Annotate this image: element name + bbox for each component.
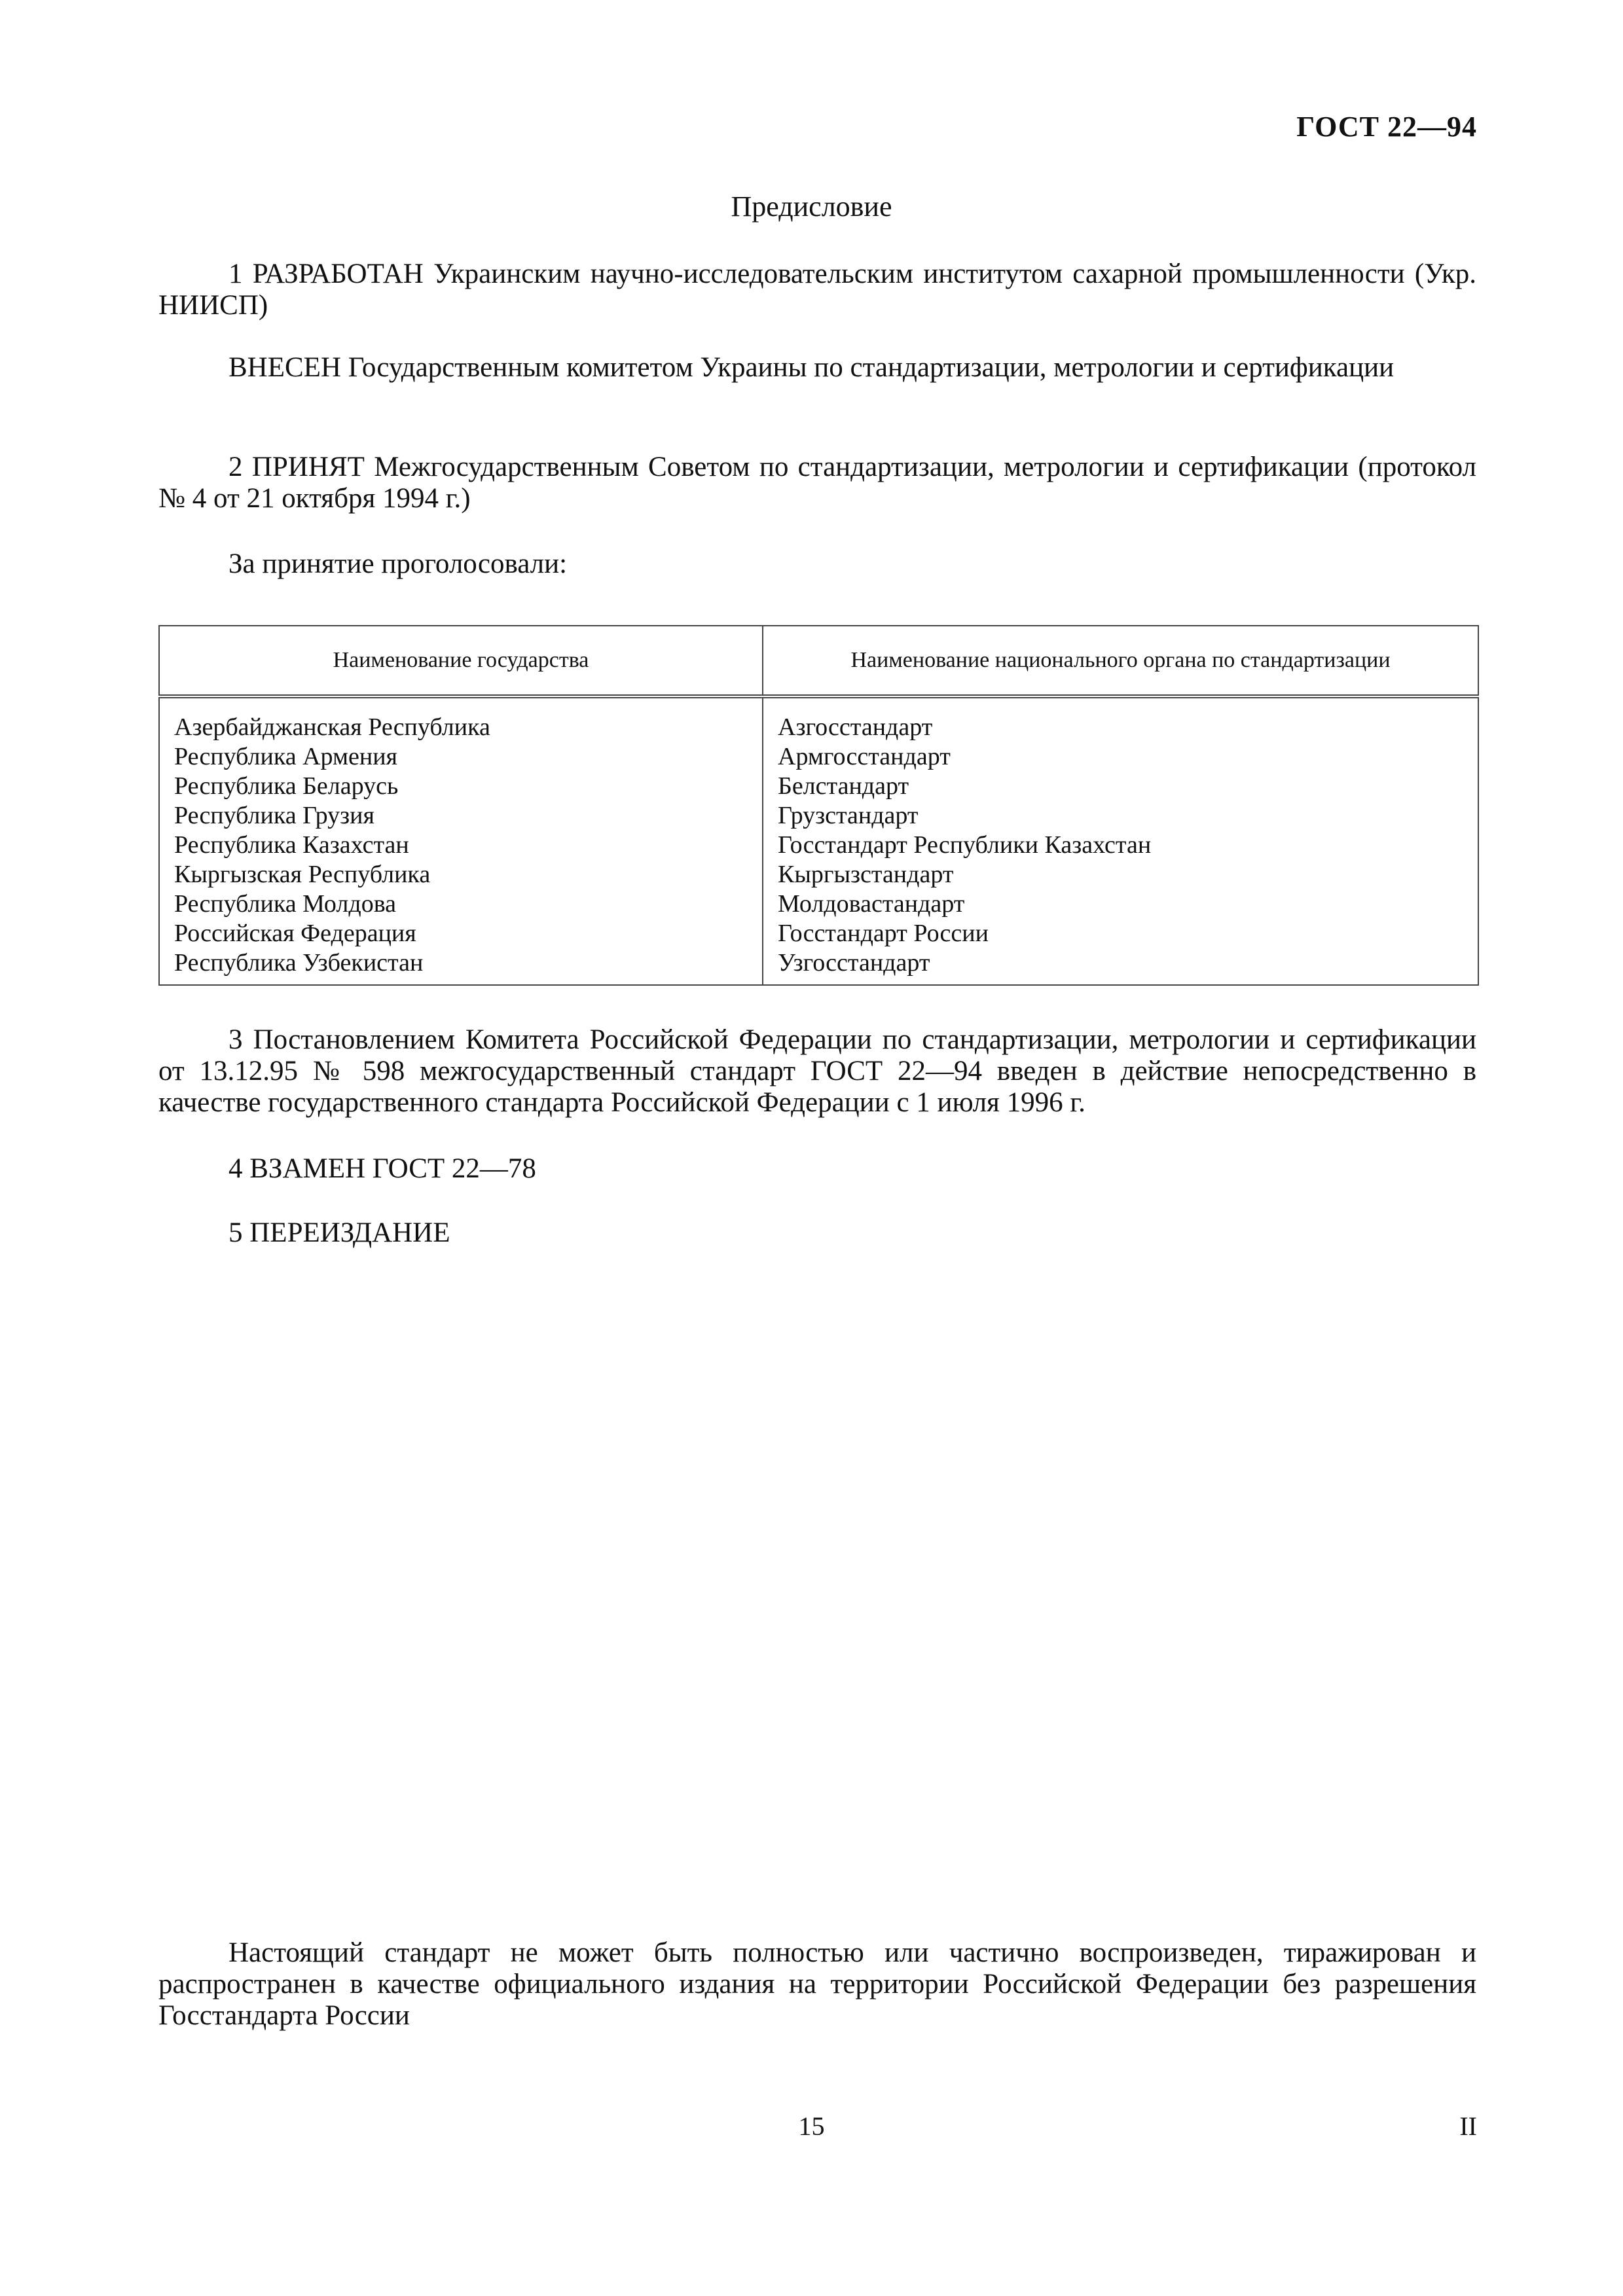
paragraph-voted: За принятие проголосовали: — [228, 548, 568, 579]
paragraph-developed: 1 РАЗРАБОТАН Украинским научно-исследовательским институтом сахарной промышленности (Укр. НИИСП) — [158, 259, 1476, 321]
table-cell-body: Узгосстандарт — [763, 948, 1478, 985]
table-row — [159, 948, 1478, 985]
table-cell-body: Армгосстандарт — [763, 742, 1478, 772]
table-row — [159, 742, 1478, 772]
roman-page-marker: II — [1459, 2111, 1477, 2141]
table-row — [159, 696, 1478, 742]
table-cell-state: Азербайджанская Республика — [159, 696, 763, 742]
table-header-body: Наименование национального органа по стандартизации — [763, 626, 1478, 696]
table-header-row — [159, 626, 1478, 696]
states-table — [158, 625, 1479, 986]
table-cell-body: Молдовастандарт — [763, 889, 1478, 919]
table-row — [159, 831, 1478, 860]
preface-title: Предисловие — [731, 190, 892, 223]
table-cell-body: Госстандарт Республики Казахстан — [763, 831, 1478, 860]
paragraph-introduced: ВНЕСЕН Государственным комитетом Украины по стандартизации, метрологии и сертификации — [228, 352, 1395, 383]
document-code-header: ГОСТ 22—94 — [1296, 111, 1477, 143]
table-row — [159, 772, 1478, 801]
table-cell-state: Республика Казахстан — [159, 831, 763, 860]
table-cell-state: Республика Армения — [159, 742, 763, 772]
paragraph-reissue: 5 ПЕРЕИЗДАНИЕ — [228, 1217, 450, 1248]
paragraph-resolution: 3 Постановлением Комитета Российской Федерации по стандартизации, метрологии и сертификации от 13.12.95 № 598 межгосударственный стандарт ГОСТ 22—94 введен в действие непосредственно в качестве государственного стандарта Российской Федерации с 1 июля 1996 г. — [158, 1024, 1476, 1118]
table-row — [159, 919, 1478, 948]
table-cell-state: Республика Молдова — [159, 889, 763, 919]
table-cell-body: Кыргызстандарт — [763, 860, 1478, 889]
paragraph-adopted: 2 ПРИНЯТ Межгосударственным Советом по стандартизации, метрологии и сертификации (протокол № 4 от 21 октября 1994 г.) — [158, 452, 1476, 514]
table-cell-body: Госстандарт России — [763, 919, 1478, 948]
table-cell-state: Республика Беларусь — [159, 772, 763, 801]
table-cell-body: Грузстандарт — [763, 801, 1478, 831]
table-header-state: Наименование государства — [159, 626, 763, 696]
paragraph-replaces: 4 ВЗАМЕН ГОСТ 22—78 — [228, 1153, 536, 1184]
table-row — [159, 889, 1478, 919]
table-cell-state: Российская Федерация — [159, 919, 763, 948]
page-number: 15 — [798, 2111, 825, 2141]
copyright-notice: Настоящий стандарт не может быть полностью или частично воспроизведен, тиражирован и распространен в качестве официального издания на территории Российской Федерации без разрешения Госстандарта России — [158, 1937, 1476, 2031]
table-row — [159, 801, 1478, 831]
table-cell-body: Белстандарт — [763, 772, 1478, 801]
table-cell-body: Азгосстандарт — [763, 696, 1478, 742]
table-row — [159, 860, 1478, 889]
table-cell-state: Кыргызская Республика — [159, 860, 763, 889]
table-cell-state: Республика Узбекистан — [159, 948, 763, 985]
table-cell-state: Республика Грузия — [159, 801, 763, 831]
